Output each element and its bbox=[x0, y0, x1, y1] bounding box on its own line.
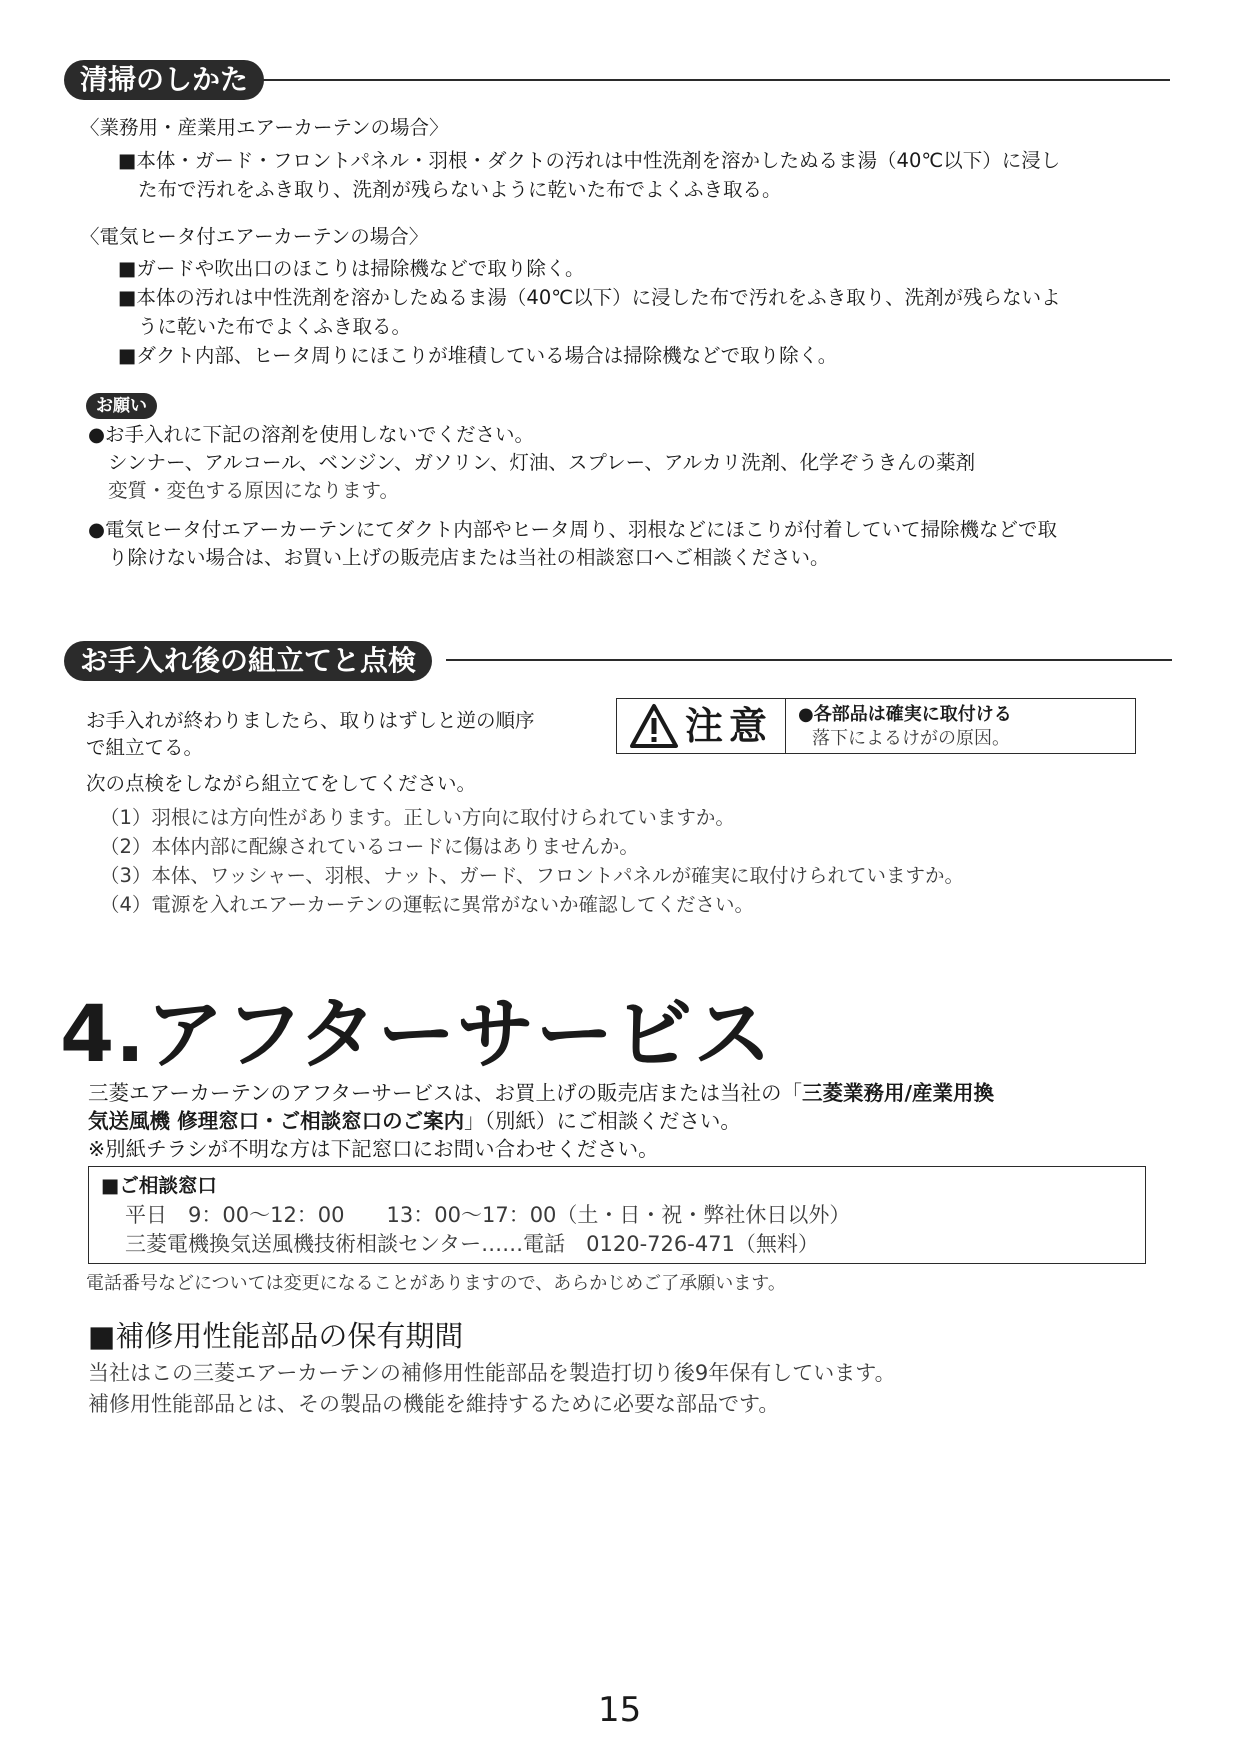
request-label: お願い bbox=[86, 393, 157, 419]
request-item2-line2: り除けない場合は、お買い上げの販売店または当社の相談窓口へご相談ください。 bbox=[108, 546, 830, 569]
after-service-title: 4.アフターサービス bbox=[60, 990, 773, 1080]
parts-line-1: 当社はこの三菱エアーカーテンの補修用性能部品を製造打切り後9年保有しています。 bbox=[88, 1361, 896, 1385]
request-item2-line1: ●電気ヒータ付エアーカーテンにてダクト内部やヒータ周り、羽根などにほこりが付着していて掃除機などで取 bbox=[88, 518, 1058, 541]
assembly-intro-line2: で組立てる。 bbox=[86, 736, 204, 759]
caution-line2: 落下によるけがの原因。 bbox=[812, 728, 1010, 749]
heater-line-2: ■本体の汚れは中性洗剤を溶かしたぬるま湯（40℃以下）に浸した布で汚れをふき取り、洗剤が残らないよ bbox=[118, 286, 1061, 309]
heading-rule bbox=[260, 79, 1170, 81]
contact-title: ■ご相談窓口 bbox=[101, 1174, 217, 1197]
heater-title: 〈電気ヒータ付エアーカーテンの場合〉 bbox=[80, 225, 429, 248]
heater-line-4: ■ダクト内部、ヒータ周りにほこりが堆積している場合は掃除機などで取り除く。 bbox=[118, 344, 838, 367]
parts-line-2: 補修用性能部品とは、その製品の機能を維持するために必要な部品です。 bbox=[88, 1392, 780, 1416]
check-item-4: （4）電源を入れエアーカーテンの運転に異常がないか確認してください。 bbox=[100, 893, 754, 916]
parts-heading: ■補修用性能部品の保有期間 bbox=[88, 1319, 464, 1353]
contact-note: 電話番号などについては変更になることがありますので、あらかじめご了承願います。 bbox=[86, 1273, 786, 1294]
commercial-line-1: ■本体・ガード・フロントパネル・羽根・ダクトの汚れは中性洗剤を溶かしたぬるま湯（40℃以下）に浸し bbox=[118, 149, 1061, 172]
caution-line1: ●各部品は確実に取付ける bbox=[798, 704, 1012, 725]
commercial-line-2: た布で汚れをふき取り、洗剤が残らないように乾いた布でよくふき取る。 bbox=[138, 178, 782, 201]
section-heading-assembly: お手入れ後の組立てと点検 bbox=[64, 641, 432, 681]
para-text: 」（別紙）にご相談ください。 bbox=[464, 1109, 741, 1133]
heading-rule bbox=[446, 659, 1172, 661]
para-bold: 三菱業務用/産業用換 bbox=[802, 1081, 995, 1105]
check-item-1: （1）羽根には方向性があります。正しい方向に取付けられていますか。 bbox=[100, 806, 735, 829]
contact-phone: 三菱電機換気送風機技術相談センター……電話 0120-726-471（無料） bbox=[125, 1232, 819, 1256]
caution-word: 注意 bbox=[684, 704, 773, 748]
check-intro: 次の点検をしながら組立てをしてください。 bbox=[86, 772, 477, 795]
para-text: 三菱エアーカーテンのアフターサービスは、お買上げの販売店または当社の「 bbox=[88, 1081, 803, 1105]
request-item1-line3: 変質・変色する原因になります。 bbox=[108, 479, 399, 502]
check-item-2: （2）本体内部に配線されているコードに傷はありませんか。 bbox=[100, 835, 639, 858]
request-item1-line2: シンナー、アルコール、ベンジン、ガソリン、灯油、スプレー、アルカリ洗剤、化学ぞうきんの薬剤 bbox=[108, 451, 976, 474]
after-service-para-line2 bbox=[88, 1107, 741, 1136]
warning-triangle-icon bbox=[629, 703, 679, 749]
assembly-intro-line1: お手入れが終わりましたら、取りはずしと逆の順序 bbox=[86, 709, 535, 732]
section-heading-cleaning: 清掃のしかた bbox=[64, 60, 264, 100]
contact-box bbox=[88, 1166, 1146, 1264]
caution-text bbox=[786, 699, 1012, 753]
heater-line-3: うに乾いた布でよくふき取る。 bbox=[138, 315, 412, 338]
para-bold: 気送風機 修理窓口・ご相談窓口のご案内 bbox=[88, 1109, 465, 1133]
check-item-3: （3）本体、ワッシャー、羽根、ナット、ガード、フロントパネルが確実に取付けられていますか。 bbox=[100, 864, 964, 887]
caution-label bbox=[617, 699, 786, 753]
commercial-title: 〈業務用・産業用エアーカーテンの場合〉 bbox=[80, 116, 449, 139]
page-number: 15 bbox=[598, 1690, 642, 1730]
after-service-para-line1 bbox=[88, 1079, 994, 1108]
contact-hours: 平日 9：00〜12：00 13：00〜17：00（土・日・祝・弊社休日以外） bbox=[125, 1203, 851, 1227]
caution-box bbox=[616, 698, 1136, 754]
request-item1-line1: ●お手入れに下記の溶剤を使用しないでください。 bbox=[88, 423, 535, 446]
heater-line-1: ■ガードや吹出口のほこりは掃除機などで取り除く。 bbox=[118, 257, 585, 280]
after-service-para-line3: ※別紙チラシが不明な方は下記窓口にお問い合わせください。 bbox=[88, 1137, 659, 1161]
